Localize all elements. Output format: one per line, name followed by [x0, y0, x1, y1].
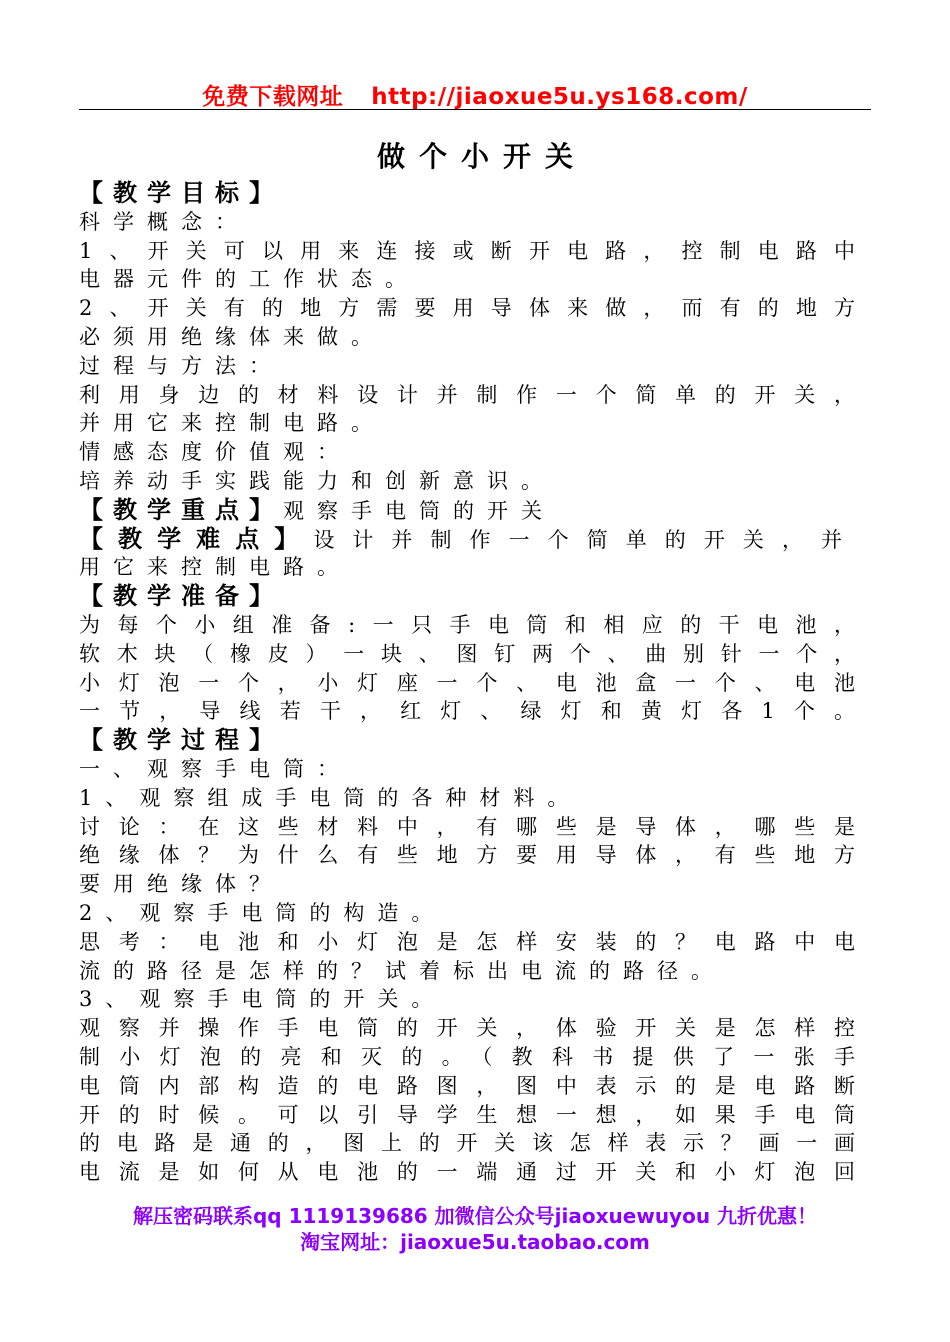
footer-shop-link[interactable]: 淘宝网址：jiaoxue5u.taobao.com: [300, 1230, 650, 1254]
paragraph-line: 要用绝缘体？: [79, 872, 283, 897]
paragraph-line: 3、观察手电筒的开关。: [79, 987, 446, 1012]
key-point-text: 观察手电筒的开关: [283, 498, 555, 523]
paragraph-line: 2、观察手电筒的构造。: [79, 900, 446, 925]
paragraph-line: 1、观察组成手电筒的各种材料。: [79, 785, 582, 810]
paragraph-line: 小灯泡一个，小灯座一个、电池盒一个、电池: [79, 670, 855, 695]
key-point-line: [79, 496, 855, 525]
paragraph-line: 流的路径是怎样的？试着标出电流的路径。: [79, 958, 725, 983]
paragraph-line: 制小灯泡的亮和灭的。（教科书提供了一张手: [79, 1044, 855, 1069]
paragraph-line: 必须用绝缘体来做。: [79, 324, 385, 349]
header-divider: [79, 109, 871, 110]
paragraph-line: 过程与方法：: [79, 353, 283, 378]
paragraph-line: 讨论：在这些材料中，有哪些是导体，哪些是: [79, 814, 855, 839]
paragraph-line: 情感态度价值观：: [79, 440, 351, 465]
difficulty-line: [79, 525, 855, 554]
document-body: [79, 179, 855, 1187]
section-heading-process: 【教学过程】: [79, 726, 283, 755]
footer-contact-line: 解压密码联系qq 1119139686 加微信公众号jiaoxuewuyou 九折优惠！: [132, 1204, 818, 1228]
paragraph-line: 思考：电池和小灯泡是怎样安装的？电路中电: [79, 929, 855, 954]
paragraph-line: 电流是如何从电池的一端通过开关和小灯泡回: [79, 1160, 855, 1185]
paragraph-line: 用它来控制电路。: [79, 555, 351, 580]
paragraph-line: 一节，导线若干，红灯、绿灯和黄灯各1个。: [79, 699, 855, 724]
paragraph-line: 软木块（橡皮）一块、图钉两个、曲别针一个，: [79, 641, 855, 666]
section-heading-key-point: 【教学重点】: [79, 495, 283, 524]
paragraph-line: 观察并操作手电筒的开关，体验开关是怎样控: [79, 1016, 855, 1041]
paragraph-line: 并用它来控制电路。: [79, 411, 385, 436]
paragraph-line: 利用身边的材料设计并制作一个简单的开关，: [79, 382, 855, 407]
paragraph-line: 1、开关可以用来连接或断开电路，控制电路中: [79, 238, 855, 263]
paragraph-line: 一、观察手电筒：: [79, 756, 351, 781]
paragraph-line: 2、开关有的地方需要用导体来做，而有的地方: [79, 296, 855, 321]
section-heading-objectives: 【教学目标】: [79, 179, 283, 207]
paragraph-line: 的电路是通的，图上的开关该怎样表示？画一画: [79, 1131, 855, 1156]
header-url-link[interactable]: http://jiaoxue5u.ys168.com/: [371, 84, 748, 110]
section-heading-preparation: 【教学准备】: [79, 582, 283, 611]
download-header: [0, 78, 950, 111]
paragraph-line: 培养动手实践能力和创新意识。: [79, 468, 555, 493]
paragraph-line: 电筒内部构造的电路图，图中表示的是电路断: [79, 1073, 855, 1098]
paragraph-line: 电器元件的工作状态。: [79, 267, 419, 292]
paragraph-line: 绝缘体？为什么有些地方要用导体，有些地方: [79, 843, 855, 868]
paragraph-line: 为每个小组准备:一只手电筒和相应的干电池，: [79, 612, 855, 637]
paragraph-line: 开的时候。可以引导学生想一想，如果手电筒: [79, 1102, 855, 1127]
section-heading-difficulty: 【教学难点】: [79, 524, 314, 553]
paragraph-line: 科学概念：: [79, 209, 249, 234]
document-title: 做个小开关: [376, 140, 587, 173]
difficulty-text: 设计并制作一个简单的开关，并: [313, 527, 855, 552]
header-label: 免费下载网址: [202, 84, 344, 110]
